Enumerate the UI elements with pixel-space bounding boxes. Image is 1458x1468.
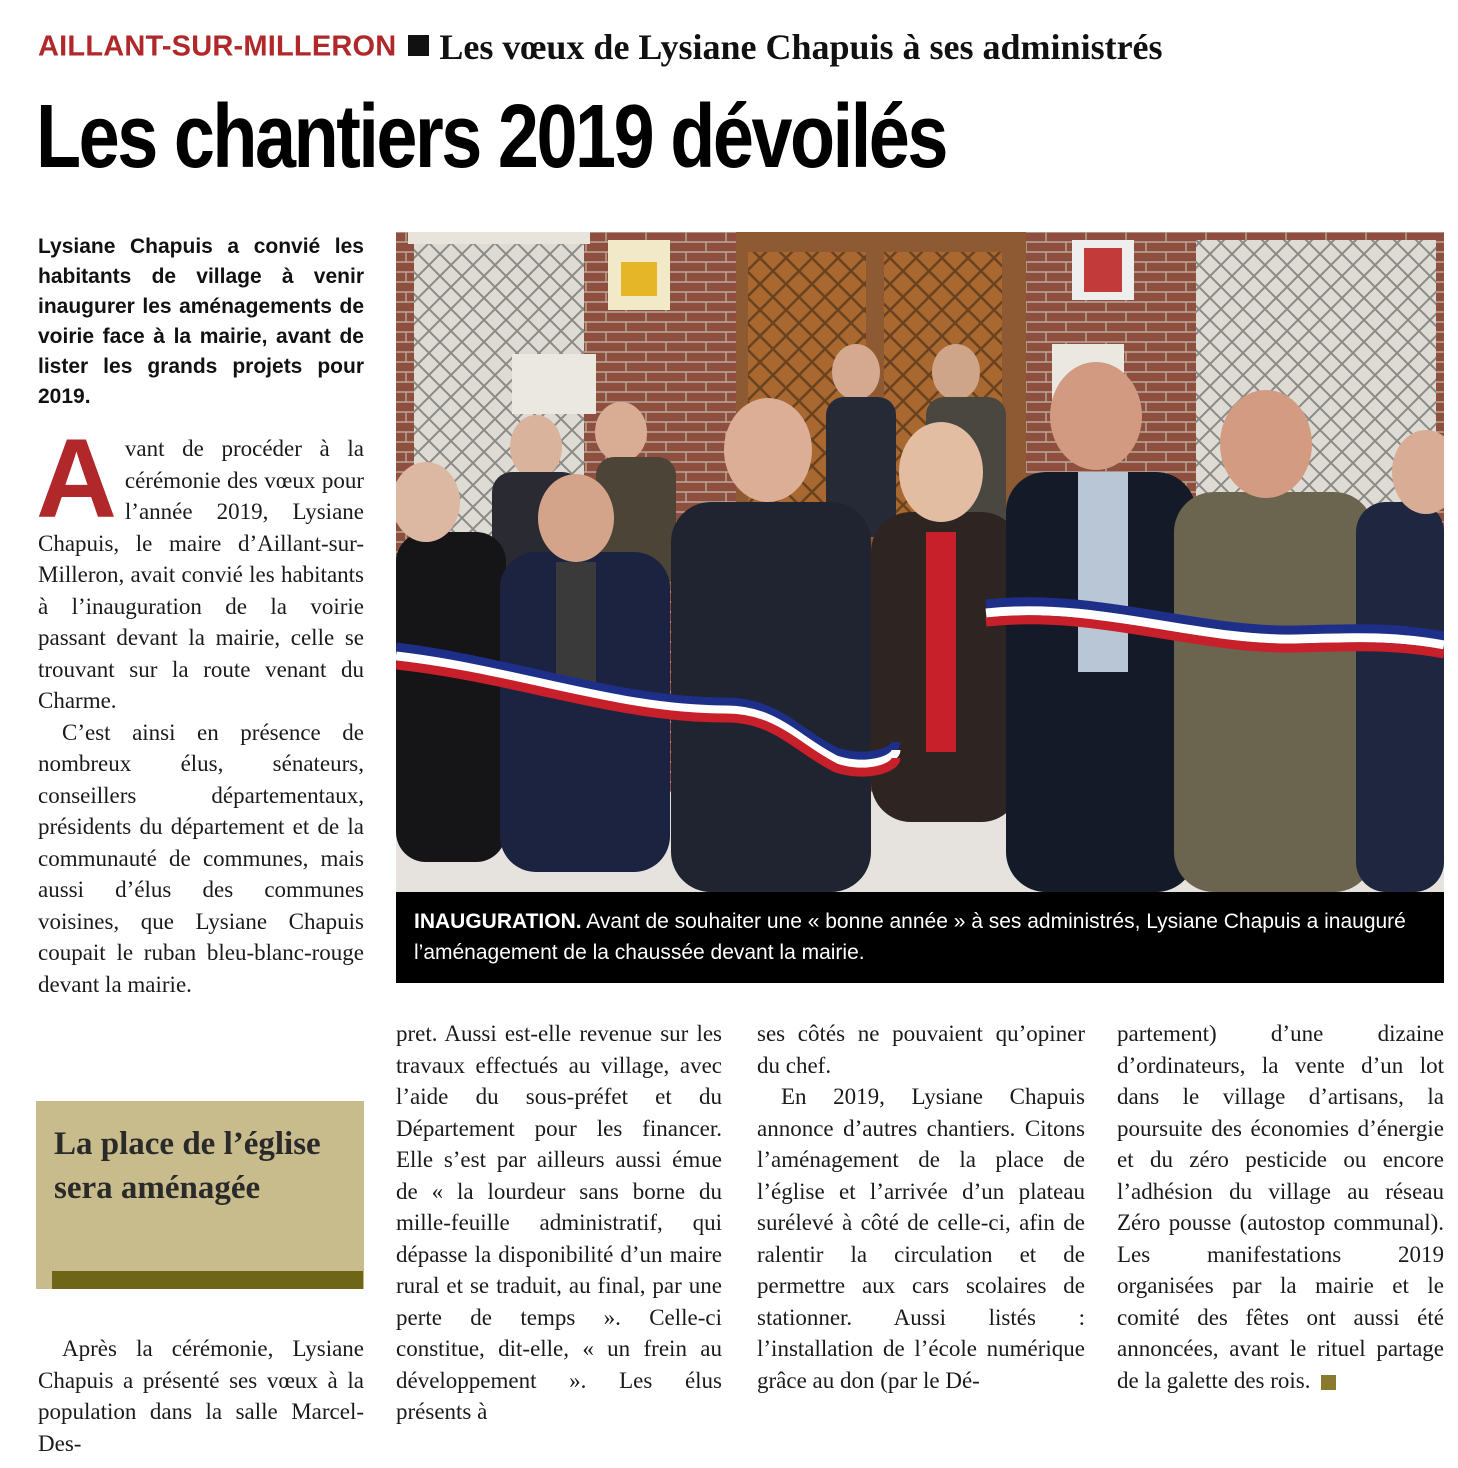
kicker-square-icon [408,35,429,56]
body-paragraph-1: Avant de procéder à la cérémonie des vœux pour l’année 2019, Lysiane Chapuis, le maire d’Aillant-sur-Milleron, avait convié les habitants à l’inauguration de la voirie passant devant la mairie, celle se trouvant sur la route venant du Charme. [36,416,364,713]
caption-text: Avant de souhaiter une « bonne année » à ses administrés, Lysiane Chapuis a inauguré l’aménagement de la chaussée devant la mairie. [414,910,1406,964]
intertitle: La place de l’église sera aménagée [54,1126,321,1206]
caption-label: INAUGURATION. [414,910,582,933]
inauguration-photo [396,232,1444,892]
article-photo [396,232,1444,892]
body-paragraph-4-end: partement) d’une dizaine d’ordinateurs, la vente d’un lot dans le village d’artisans, la poursuite des économies d’énergie et du zéro pesticide ou encore l’adhésion du village au réseau Zéro pousse (autostop communal). Les manifestations 2019 organisées par la mairie et le comité des fêtes ont aussi été annoncées, avant le rituel partage de la galette des rois. [1117,1021,1444,1393]
kicker-location: AILLANT-SUR-MILLERON [38,30,397,63]
drop-cap: A [36,416,117,541]
intertitle-bar [52,1271,363,1289]
headline: Les chantiers 2019 dévoilés [36,87,946,187]
photo-caption [414,906,1424,968]
body-paragraph-4-start: En 2019, Lysiane Chapuis annonce d’autres chantiers. Citons l’aménagement de la place de l’église et l’arrivée d’un plateau surélevé à côté de celle-ci, afin de ralentir la circulation et de permettre aux cars scolaires de stationner. Aussi listés : l’installation de l’école numérique grâce au don (par le Dé- [757,1084,1085,1393]
article-column-4 [1117,1018,1444,1396]
kicker [38,26,1438,70]
body-paragraph-3-start: Après la cérémonie, Lysiane Chapuis a présenté ses vœux à la population dans la salle Marcel-Des- [38,1336,364,1456]
body-paragraph-3-middle: pret. Aussi est-elle revenue sur les travaux effectués au village, avec l’aide du sous-préfet et du Département pour les financer. Elle s’est par ailleurs aussi émue de « la lourdeur sans borne du mille-feuille administratif, qui dépasse la disponibilité d’un maire rural et se traduit, au final, par une perte de temps ». Celle-ci constitue, dit-elle, « un frein au développement ». Les élus présents à [396,1021,722,1424]
article-column-1 [36,416,364,1000]
article-column-3 [757,1018,1085,1396]
end-mark-icon [1321,1375,1336,1390]
article-column-2 [396,1018,722,1428]
body-paragraph-2: C’est ainsi en présence de nombreux élus, sénateurs, conseillers départementaux, présidents du département et de la communauté de communes, mais aussi d’élus des communes voisines, que Lysiane Chapuis coupait le ruban bleu-blanc-rouge devant la mairie. [38,719,364,997]
body-paragraph-3-end: ses côtés ne pouvaient qu’opiner du chef. [757,1021,1085,1078]
lead-paragraph: Lysiane Chapuis a convié les habitants de village à venir inaugurer les aménagements de voirie face à la mairie, avant de lister les grands projets pour 2019. [38,235,364,408]
article-column-1-bottom [38,1333,364,1459]
kicker-subtitle: Les vœux de Lysiane Chapuis à ses administrés [439,27,1163,67]
